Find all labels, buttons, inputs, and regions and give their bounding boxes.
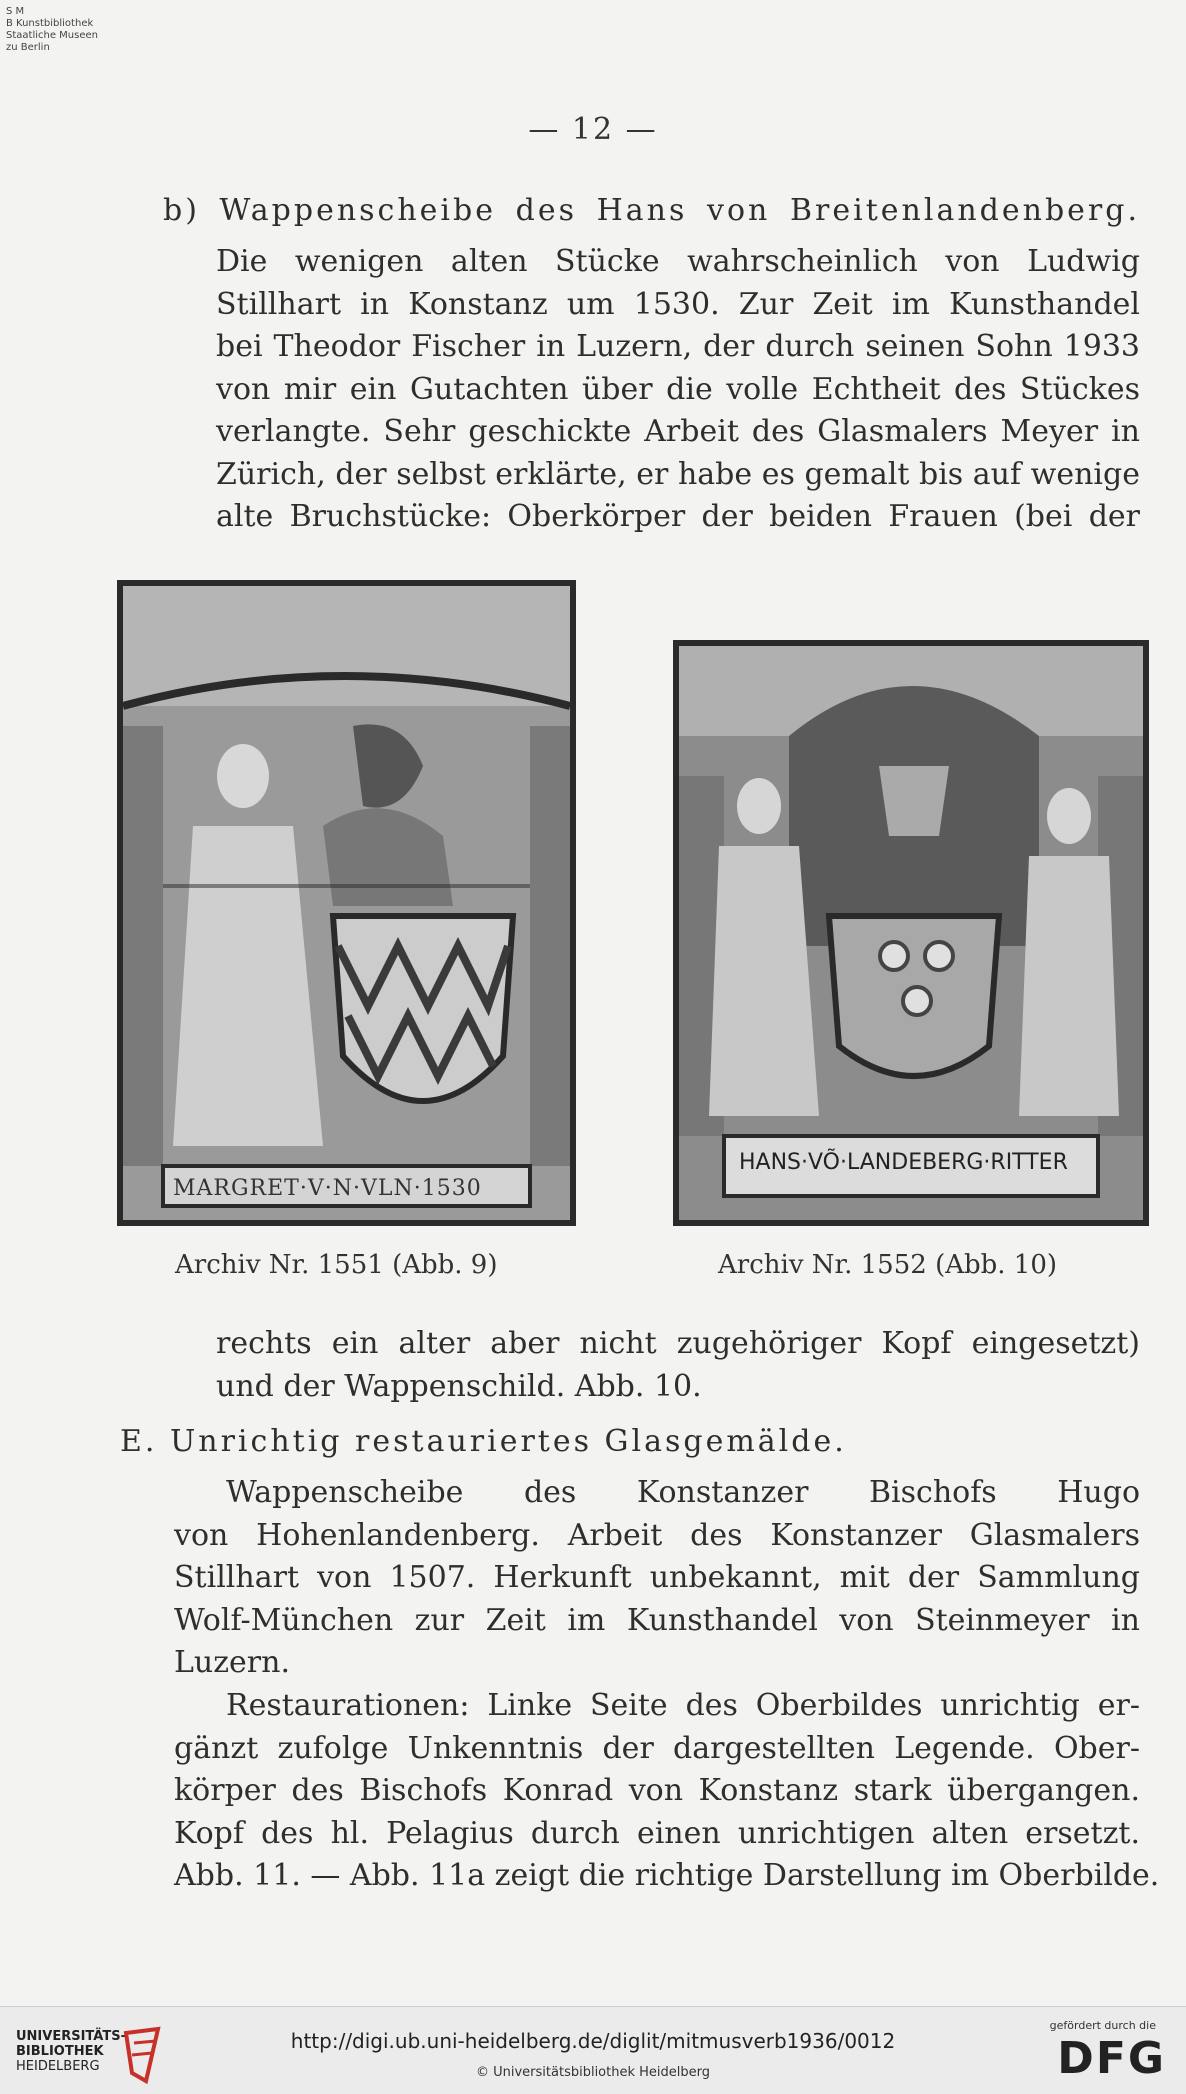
stained-glass-image	[123, 586, 570, 1220]
footer-bar	[0, 2006, 1186, 2094]
text-line: Restaurationen: Linke Seite des Oberbildes unrichtig er-	[226, 1688, 1140, 1723]
text-line: Die wenigen alten Stücke wahrscheinlich von Ludwig	[216, 244, 1140, 279]
text-line: Wolf-München zur Zeit im Kunsthandel von Steinmeyer in	[174, 1602, 1140, 1638]
permalink-url[interactable]: http://digi.ub.uni-heidelberg.de/diglit/mitmusverb1936/0012	[290, 2029, 896, 2053]
section-b-heading: b) Wappenscheibe des Hans von Breitenlandenberg.	[163, 193, 1140, 228]
stained-glass-image	[679, 646, 1143, 1220]
section-e-para1	[174, 1472, 1140, 1685]
text-line: und der Wappenschild. Abb. 10.	[216, 1368, 702, 1404]
text-line: gänzt zufolge Unkenntnis der dargestellten Legende. Ober-	[174, 1730, 1140, 1766]
figure-abb-10	[673, 640, 1149, 1226]
text-line: körper des Bischofs Konrad von Konstanz stark übergangen.	[174, 1773, 1140, 1808]
section-e-heading-block	[120, 1421, 1140, 1464]
text-line: bei Theodor Fischer in Luzern, der durch seinen Sohn 1933	[216, 329, 1140, 364]
text-line: Abb. 11. — Abb. 11a zeigt die richtige Darstellung im Oberbilde.	[174, 1858, 1160, 1893]
copyright-notice: © Universitätsbibliothek Heidelberg	[475, 2065, 710, 2080]
figure-inscription: HANS·VÕ·LANDEBERG·RITTER	[739, 1150, 1068, 1175]
stamp-line: zu Berlin	[6, 42, 50, 53]
text-line: verlangte. Sehr geschickte Arbeit des Glasmalers Meyer in	[216, 414, 1140, 449]
funded-by-label: gefördert durch die	[1049, 2019, 1156, 2032]
logo-line: BIBLIOTHEK	[16, 2044, 104, 2059]
page-number: — 12 —	[528, 112, 658, 147]
section-b-heading-block	[163, 190, 1140, 233]
section-b-body	[216, 241, 1140, 539]
figure-inscription: MARGRET·V·N·VLN·1530	[173, 1176, 482, 1201]
section-e-heading: E. Unrichtig restauriertes Glasgemälde.	[120, 1424, 847, 1459]
text-line: Wappenscheibe des Konstanzer Bischofs Hugo	[226, 1475, 1140, 1510]
text-line: Stillhart von 1507. Herkunft unbekannt, mit der Sammlung	[174, 1560, 1140, 1595]
continuation-text	[216, 1323, 1140, 1408]
text-line: von Hohenlandenberg. Arbeit des Konstanzer Glasmalers	[174, 1517, 1140, 1553]
stamp-line: B Kunstbibliothek	[6, 18, 94, 29]
stamp-line: S M	[6, 6, 25, 17]
figure-caption-abb-10: Archiv Nr. 1552 (Abb. 10)	[718, 1250, 1058, 1280]
text-line: Zürich, der selbst erklärte, er habe es gemalt bis auf wenige	[216, 456, 1140, 492]
logo-line: UNIVERSITÄTS-	[16, 2029, 126, 2044]
stamp-line: Staatliche Museen	[6, 30, 98, 41]
dfg-logo[interactable]: DFG	[1057, 2033, 1166, 2084]
logo-line: HEIDELBERG	[16, 2059, 100, 2074]
section-e-para2	[174, 1685, 1160, 1898]
text-line: rechts ein alter aber nicht zugehöriger Kopf eingesetzt)	[216, 1326, 1140, 1361]
library-stamp	[6, 6, 98, 54]
text-line: Kopf des hl. Pelagius durch einen unrichtigen alten ersetzt.	[174, 1815, 1140, 1851]
text-line: Stillhart in Konstanz um 1530. Zur Zeit im Kunsthandel	[216, 286, 1140, 322]
text-line: alte Bruchstücke: Oberkörper der beiden Frauen (bei der	[216, 499, 1140, 534]
text-line: von mir ein Gutachten über die volle Echtheit des Stückes	[216, 371, 1140, 407]
figure-abb-9	[117, 580, 576, 1226]
text-line: Luzern.	[174, 1645, 291, 1680]
figure-caption-abb-9: Archiv Nr. 1551 (Abb. 9)	[175, 1250, 498, 1280]
